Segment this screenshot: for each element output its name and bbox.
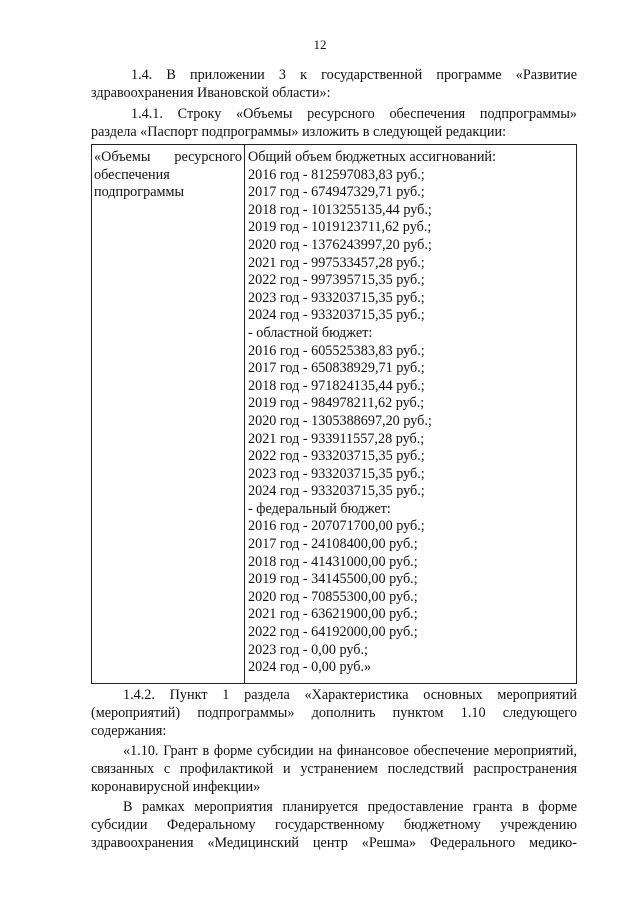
document-body [91,66,577,852]
item-1-10-line-2: связанных с профилактикой и устранением последствий распространения [91,760,577,777]
value-line: 2024 год - 933203715,35 руб.; [248,483,425,500]
item-1-10-paragraph [91,742,577,796]
value-line: - федеральный бюджет: [248,500,391,517]
value-line: 2022 год - 997395715,35 руб.; [248,272,425,289]
value-line: 2023 год - 933203715,35 руб.; [248,289,425,306]
value-line: 2020 год - 1305388697,20 руб.; [248,412,432,429]
label-line-3: подпрограммы [94,184,184,201]
value-line: 2021 год - 933911557,28 руб.; [248,430,425,447]
value-line: 2023 год - 0,00 руб.; [248,641,369,658]
value-line: 2018 год - 41431000,00 руб.; [248,553,418,570]
value-line: 2022 год - 64192000,00 руб.; [248,624,418,641]
item-1-4-1-paragraph [91,105,577,141]
value-line: 2019 год - 984978211,62 руб.; [248,395,425,412]
value-line: 2021 год - 997533457,28 руб.; [248,254,425,271]
value-line: 2016 год - 207071700,00 руб.; [248,518,425,535]
value-line: 2021 год - 63621900,00 руб.; [248,606,418,623]
item-1-4-1-line-2: раздела «Паспорт подпрограммы» изложить в следующей редакции: [91,124,507,140]
item-1-4-2-line-2: (мероприятий) подпрограммы» дополнить пунктом 1.10 следующего [91,704,577,721]
label-line-1: «Объемы ресурсного [94,149,242,165]
table-cell-values [245,145,577,684]
value-line: 2017 год - 650838929,71 руб.; [248,360,425,377]
value-line: 2024 год - 0,00 руб.» [248,659,372,676]
value-line: 2016 год - 812597083,83 руб.; [248,166,425,183]
table-cell-label [92,145,245,684]
value-line: 2022 год - 933203715,35 руб.; [248,448,425,465]
intro-line-1: 1.4. В приложении 3 к государственной программе «Развитие [131,67,577,83]
item-1-4-2-line-1: 1.4.2. Пункт 1 раздела «Характеристика основных мероприятий [123,686,577,703]
item-1-4-2-paragraph [91,686,577,740]
label-line-2: обеспечения [94,166,170,183]
final-line-2: субсидии Федеральному государственному бюджетному учреждению [91,816,577,833]
value-line: 2019 год - 34145500,00 руб.; [248,571,418,588]
intro-line-2: здравоохранения Ивановской области»: [91,85,331,101]
value-line: 2023 год - 933203715,35 руб.; [248,465,425,482]
intro-paragraph [91,66,577,102]
value-line: 2024 год - 933203715,35 руб.; [248,307,425,324]
value-line: 2017 год - 674947329,71 руб.; [248,184,425,201]
resource-table [91,144,577,684]
value-line: 2020 год - 70855300,00 руб.; [248,588,418,605]
item-1-10-line-3: коронавирусной инфекции» [91,778,261,795]
page-number: 12 [313,37,327,52]
value-line: 2019 год - 1019123711,62 руб.; [248,219,432,236]
item-1-4-1-line-1: 1.4.1. Строку «Объемы ресурсного обеспечения подпрограммы» [131,106,577,122]
item-1-10-line-1: «1.10. Грант в форме субсидии на финансовое обеспечение мероприятий, [123,742,577,759]
final-line-3: здравоохранения «Медицинский центр «Решма» Федерального медико- [91,834,577,851]
value-line: 2017 год - 24108400,00 руб.; [248,536,418,553]
table-row [92,145,577,684]
value-line: - областной бюджет: [248,324,373,341]
value-line: 2018 год - 1013255135,44 руб.; [248,201,432,218]
value-line: 2020 год - 1376243997,20 руб.; [248,236,432,253]
value-line: 2016 год - 605525383,83 руб.; [248,342,425,359]
final-paragraph [91,798,577,852]
value-line: 2018 год - 971824135,44 руб.; [248,377,425,394]
value-line: Общий объем бюджетных ассигнований: [248,149,496,165]
final-line-1: В рамках мероприятия планируется предоставление гранта в форме [123,798,577,815]
item-1-4-2-line-3: содержания: [91,722,167,739]
